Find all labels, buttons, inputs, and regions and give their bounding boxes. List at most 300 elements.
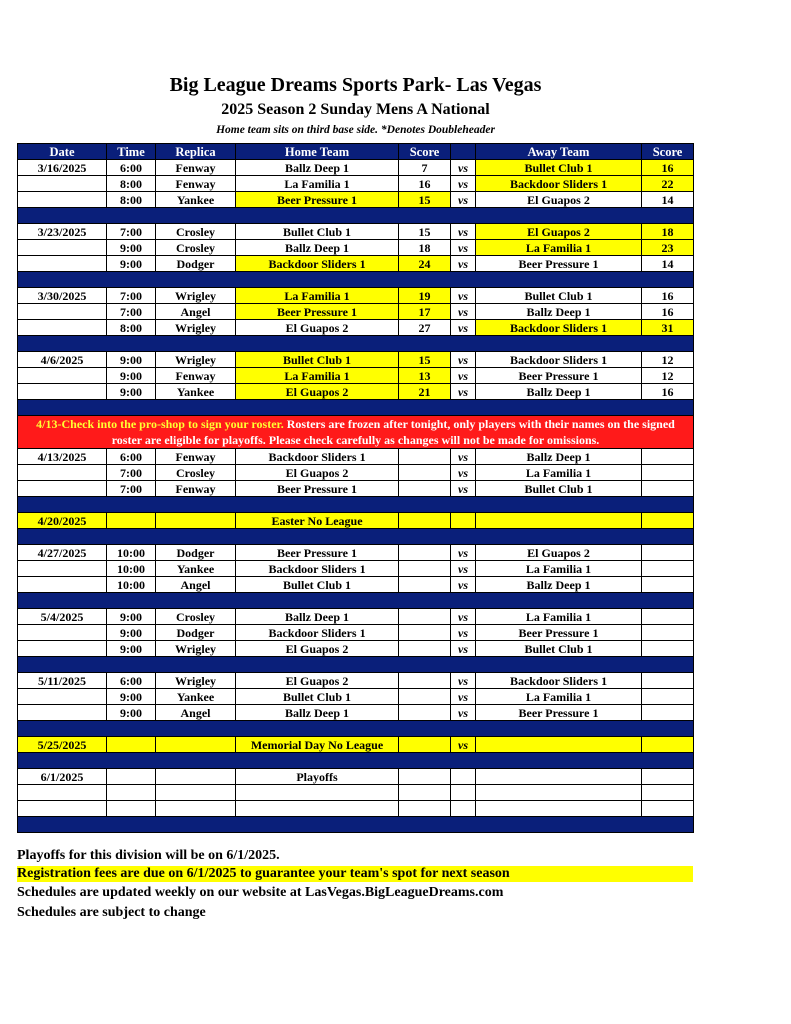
vs-cell: vs bbox=[451, 304, 476, 320]
game-row bbox=[18, 577, 694, 593]
replica-field-cell: Yankee bbox=[156, 384, 236, 400]
time-cell: 8:00 bbox=[107, 192, 156, 208]
home-score-cell bbox=[399, 769, 451, 785]
away-score-cell: 16 bbox=[642, 384, 694, 400]
date-cell: 4/13/2025 bbox=[18, 449, 107, 465]
date-cell: 4/27/2025 bbox=[18, 545, 107, 561]
replica-field-cell: Wrigley bbox=[156, 320, 236, 336]
header-replica: Replica bbox=[156, 144, 236, 160]
replica-field-cell: Fenway bbox=[156, 481, 236, 497]
game-row bbox=[18, 256, 694, 272]
replica-cell bbox=[156, 737, 236, 753]
home-score-cell bbox=[399, 465, 451, 481]
game-row bbox=[18, 561, 694, 577]
vs-cell: vs bbox=[451, 288, 476, 304]
vs-cell: vs bbox=[451, 481, 476, 497]
vs-cell bbox=[451, 513, 476, 529]
game-row bbox=[18, 160, 694, 176]
separator-row bbox=[18, 753, 694, 769]
header-time: Time bbox=[107, 144, 156, 160]
date-cell bbox=[18, 240, 107, 256]
game-row bbox=[18, 368, 694, 384]
away-team-cell: Ballz Deep 1 bbox=[476, 577, 642, 593]
header-home-team: Home Team bbox=[236, 144, 399, 160]
time-cell bbox=[107, 801, 156, 817]
away-team-cell bbox=[476, 785, 642, 801]
vs-cell bbox=[451, 769, 476, 785]
vs-cell: vs bbox=[451, 224, 476, 240]
replica-field-cell: Fenway bbox=[156, 368, 236, 384]
roster-notice bbox=[18, 416, 694, 449]
game-row bbox=[18, 801, 694, 817]
home-score-cell bbox=[399, 513, 451, 529]
home-score-cell: 17 bbox=[399, 304, 451, 320]
replica-field-cell: Dodger bbox=[156, 256, 236, 272]
home-team-cell: Backdoor Sliders 1 bbox=[236, 561, 399, 577]
home-team-cell: Beer Pressure 1 bbox=[236, 481, 399, 497]
home-score-cell bbox=[399, 481, 451, 497]
away-score-cell bbox=[642, 561, 694, 577]
home-score-cell: 27 bbox=[399, 320, 451, 336]
time-cell: 6:00 bbox=[107, 160, 156, 176]
date-cell bbox=[18, 705, 107, 721]
home-score-cell: 15 bbox=[399, 224, 451, 240]
date-cell: 4/20/2025 bbox=[18, 513, 107, 529]
replica-field-cell: Wrigley bbox=[156, 641, 236, 657]
away-team-cell: La Familia 1 bbox=[476, 561, 642, 577]
home-team-cell: Ballz Deep 1 bbox=[236, 705, 399, 721]
game-row bbox=[18, 240, 694, 256]
away-score-cell bbox=[642, 577, 694, 593]
vs-cell: vs bbox=[451, 737, 476, 753]
replica-field-cell: Crosley bbox=[156, 224, 236, 240]
away-team-cell: Ballz Deep 1 bbox=[476, 384, 642, 400]
away-team-cell: La Familia 1 bbox=[476, 689, 642, 705]
away-team-cell: Backdoor Sliders 1 bbox=[476, 320, 642, 336]
separator-row bbox=[18, 208, 694, 224]
vs-cell: vs bbox=[451, 449, 476, 465]
away-score-cell bbox=[642, 481, 694, 497]
home-team-cell: El Guapos 2 bbox=[236, 384, 399, 400]
no-league-row bbox=[18, 513, 694, 529]
away-team-cell: Bullet Club 1 bbox=[476, 641, 642, 657]
separator-row bbox=[18, 817, 694, 833]
game-row bbox=[18, 545, 694, 561]
game-row bbox=[18, 224, 694, 240]
away-score-cell bbox=[642, 641, 694, 657]
game-row bbox=[18, 384, 694, 400]
separator-row bbox=[18, 400, 694, 416]
time-cell: 7:00 bbox=[107, 304, 156, 320]
date-cell bbox=[18, 256, 107, 272]
away-team-cell bbox=[476, 801, 642, 817]
replica-field-cell: Yankee bbox=[156, 192, 236, 208]
away-team-cell: El Guapos 2 bbox=[476, 192, 642, 208]
home-team-cell: La Familia 1 bbox=[236, 176, 399, 192]
game-row bbox=[18, 481, 694, 497]
time-cell bbox=[107, 737, 156, 753]
date-cell: 3/16/2025 bbox=[18, 160, 107, 176]
replica-field-cell: Crosley bbox=[156, 240, 236, 256]
date-cell bbox=[18, 801, 107, 817]
home-team-cell: Backdoor Sliders 1 bbox=[236, 256, 399, 272]
replica-field-cell bbox=[156, 769, 236, 785]
home-score-cell: 15 bbox=[399, 192, 451, 208]
game-row bbox=[18, 785, 694, 801]
home-team-cell: El Guapos 2 bbox=[236, 465, 399, 481]
date-cell: 4/6/2025 bbox=[18, 352, 107, 368]
away-team-cell: Backdoor Sliders 1 bbox=[476, 176, 642, 192]
separator-row bbox=[18, 272, 694, 288]
date-cell bbox=[18, 577, 107, 593]
date-cell bbox=[18, 176, 107, 192]
away-team-cell bbox=[476, 513, 642, 529]
vs-cell: vs bbox=[451, 577, 476, 593]
time-cell: 6:00 bbox=[107, 673, 156, 689]
time-cell: 9:00 bbox=[107, 689, 156, 705]
away-score-cell bbox=[642, 465, 694, 481]
vs-cell: vs bbox=[451, 240, 476, 256]
away-score-cell bbox=[642, 625, 694, 641]
home-score-cell: 24 bbox=[399, 256, 451, 272]
away-team-cell: El Guapos 2 bbox=[476, 545, 642, 561]
away-team-cell bbox=[476, 769, 642, 785]
home-score-cell: 21 bbox=[399, 384, 451, 400]
home-team-cell: La Familia 1 bbox=[236, 288, 399, 304]
away-score-cell bbox=[642, 673, 694, 689]
footer-subject-line: Schedules are subject to change bbox=[17, 905, 206, 920]
home-score-cell: 13 bbox=[399, 368, 451, 384]
replica-field-cell: Wrigley bbox=[156, 673, 236, 689]
date-cell bbox=[18, 368, 107, 384]
time-cell: 9:00 bbox=[107, 641, 156, 657]
game-row bbox=[18, 625, 694, 641]
home-score-cell bbox=[399, 801, 451, 817]
home-team-cell: El Guapos 2 bbox=[236, 641, 399, 657]
home-team-cell: Bullet Club 1 bbox=[236, 689, 399, 705]
vs-cell: vs bbox=[451, 705, 476, 721]
away-team-cell: Ballz Deep 1 bbox=[476, 304, 642, 320]
away-team-cell: Ballz Deep 1 bbox=[476, 449, 642, 465]
date-cell: 6/1/2025 bbox=[18, 769, 107, 785]
home-team-cell: Ballz Deep 1 bbox=[236, 160, 399, 176]
schedule-table bbox=[17, 143, 694, 833]
replica-field-cell: Dodger bbox=[156, 625, 236, 641]
date-cell bbox=[18, 785, 107, 801]
separator-cell bbox=[18, 753, 694, 769]
vs-cell bbox=[451, 785, 476, 801]
vs-cell: vs bbox=[451, 545, 476, 561]
home-team-cell: Backdoor Sliders 1 bbox=[236, 625, 399, 641]
notice-highlight-text: Check into the pro-shop to sign your roster. bbox=[61, 417, 284, 431]
away-score-cell: 31 bbox=[642, 320, 694, 336]
separator-cell bbox=[18, 400, 694, 416]
away-team-cell: Bullet Club 1 bbox=[476, 288, 642, 304]
home-team-note: Home team sits on third base side. *Denotes Doubleheader bbox=[216, 124, 495, 136]
notice-body-text: Rosters are frozen after tonight, only players with their names on the signed roster are eligible for playoffs. Please check carefully as changes will not be made for omissions. bbox=[111, 417, 675, 447]
vs-cell: vs bbox=[451, 256, 476, 272]
away-score-cell: 14 bbox=[642, 256, 694, 272]
date-cell bbox=[18, 465, 107, 481]
separator-cell bbox=[18, 336, 694, 352]
game-row bbox=[18, 609, 694, 625]
replica-field-cell: Angel bbox=[156, 705, 236, 721]
separator-cell bbox=[18, 721, 694, 737]
home-score-cell bbox=[399, 737, 451, 753]
home-team-cell: El Guapos 2 bbox=[236, 320, 399, 336]
game-row bbox=[18, 320, 694, 336]
vs-cell: vs bbox=[451, 609, 476, 625]
home-score-cell bbox=[399, 449, 451, 465]
header-away-score: Score bbox=[642, 144, 694, 160]
replica-field-cell: Yankee bbox=[156, 689, 236, 705]
time-cell: 9:00 bbox=[107, 256, 156, 272]
away-score-cell: 12 bbox=[642, 352, 694, 368]
vs-cell: vs bbox=[451, 561, 476, 577]
away-score-cell: 23 bbox=[642, 240, 694, 256]
away-score-cell bbox=[642, 801, 694, 817]
vs-cell: vs bbox=[451, 192, 476, 208]
away-team-cell: El Guapos 2 bbox=[476, 224, 642, 240]
time-cell: 7:00 bbox=[107, 224, 156, 240]
home-team-cell: Beer Pressure 1 bbox=[236, 192, 399, 208]
time-cell bbox=[107, 513, 156, 529]
home-team-cell: El Guapos 2 bbox=[236, 673, 399, 689]
away-team-cell: Bullet Club 1 bbox=[476, 481, 642, 497]
date-cell bbox=[18, 625, 107, 641]
game-row bbox=[18, 449, 694, 465]
game-row bbox=[18, 176, 694, 192]
separator-cell bbox=[18, 529, 694, 545]
home-team-cell: Beer Pressure 1 bbox=[236, 545, 399, 561]
date-cell bbox=[18, 192, 107, 208]
time-cell: 10:00 bbox=[107, 577, 156, 593]
home-score-cell bbox=[399, 785, 451, 801]
replica-field-cell bbox=[156, 785, 236, 801]
home-team-cell: Ballz Deep 1 bbox=[236, 240, 399, 256]
away-team-cell: La Familia 1 bbox=[476, 465, 642, 481]
away-team-cell bbox=[476, 737, 642, 753]
home-score-cell bbox=[399, 577, 451, 593]
separator-row bbox=[18, 593, 694, 609]
header-away-team: Away Team bbox=[476, 144, 642, 160]
vs-cell bbox=[451, 801, 476, 817]
away-team-cell: Backdoor Sliders 1 bbox=[476, 673, 642, 689]
date-cell bbox=[18, 481, 107, 497]
time-cell: 6:00 bbox=[107, 449, 156, 465]
away-score-cell: 18 bbox=[642, 224, 694, 240]
page-subtitle: 2025 Season 2 Sunday Mens A National bbox=[221, 101, 490, 118]
home-team-cell: Bullet Club 1 bbox=[236, 577, 399, 593]
no-league-label: Memorial Day No League bbox=[236, 737, 399, 753]
separator-row bbox=[18, 497, 694, 513]
date-cell bbox=[18, 561, 107, 577]
separator-row bbox=[18, 721, 694, 737]
replica-field-cell: Crosley bbox=[156, 609, 236, 625]
page-title: Big League Dreams Sports Park- Las Vegas bbox=[169, 74, 542, 96]
replica-field-cell: Yankee bbox=[156, 561, 236, 577]
away-score-cell: 16 bbox=[642, 288, 694, 304]
vs-cell: vs bbox=[451, 641, 476, 657]
game-row bbox=[18, 689, 694, 705]
time-cell: 10:00 bbox=[107, 545, 156, 561]
date-cell bbox=[18, 304, 107, 320]
replica-field-cell: Fenway bbox=[156, 449, 236, 465]
home-team-cell: Bullet Club 1 bbox=[236, 352, 399, 368]
home-team-cell: Beer Pressure 1 bbox=[236, 304, 399, 320]
game-row bbox=[18, 288, 694, 304]
date-cell bbox=[18, 320, 107, 336]
time-cell bbox=[107, 785, 156, 801]
home-score-cell: 15 bbox=[399, 352, 451, 368]
vs-cell: vs bbox=[451, 368, 476, 384]
header-date: Date bbox=[18, 144, 107, 160]
vs-cell: vs bbox=[451, 160, 476, 176]
away-score-cell: 12 bbox=[642, 368, 694, 384]
separator-cell bbox=[18, 657, 694, 673]
header-vs bbox=[451, 144, 476, 160]
home-score-cell: 7 bbox=[399, 160, 451, 176]
date-cell: 3/23/2025 bbox=[18, 224, 107, 240]
time-cell: 9:00 bbox=[107, 368, 156, 384]
away-team-cell: Beer Pressure 1 bbox=[476, 705, 642, 721]
separator-cell bbox=[18, 272, 694, 288]
time-cell: 7:00 bbox=[107, 288, 156, 304]
home-score-cell bbox=[399, 561, 451, 577]
away-team-cell: Beer Pressure 1 bbox=[476, 625, 642, 641]
footer-playoffs-line: Playoffs for this division will be on 6/1/2025. bbox=[17, 848, 280, 863]
game-row bbox=[18, 465, 694, 481]
vs-cell: vs bbox=[451, 673, 476, 689]
date-cell bbox=[18, 384, 107, 400]
time-cell: 9:00 bbox=[107, 384, 156, 400]
home-score-cell: 16 bbox=[399, 176, 451, 192]
time-cell: 9:00 bbox=[107, 609, 156, 625]
game-row bbox=[18, 192, 694, 208]
game-row bbox=[18, 304, 694, 320]
replica-field-cell: Angel bbox=[156, 577, 236, 593]
time-cell: 8:00 bbox=[107, 176, 156, 192]
separator-cell bbox=[18, 817, 694, 833]
separator-cell bbox=[18, 208, 694, 224]
time-cell: 9:00 bbox=[107, 240, 156, 256]
time-cell: 7:00 bbox=[107, 465, 156, 481]
away-team-cell: Beer Pressure 1 bbox=[476, 368, 642, 384]
date-cell: 3/30/2025 bbox=[18, 288, 107, 304]
vs-cell: vs bbox=[451, 320, 476, 336]
time-cell: 9:00 bbox=[107, 705, 156, 721]
time-cell: 9:00 bbox=[107, 625, 156, 641]
vs-cell: vs bbox=[451, 176, 476, 192]
game-row bbox=[18, 641, 694, 657]
time-cell: 9:00 bbox=[107, 352, 156, 368]
home-score-cell: 18 bbox=[399, 240, 451, 256]
away-score-cell bbox=[642, 449, 694, 465]
vs-cell: vs bbox=[451, 465, 476, 481]
home-score-cell bbox=[399, 641, 451, 657]
home-score-cell bbox=[399, 705, 451, 721]
time-cell: 8:00 bbox=[107, 320, 156, 336]
away-team-cell: La Familia 1 bbox=[476, 240, 642, 256]
away-team-cell: Backdoor Sliders 1 bbox=[476, 352, 642, 368]
date-cell bbox=[18, 641, 107, 657]
vs-cell: vs bbox=[451, 689, 476, 705]
away-score-cell bbox=[642, 689, 694, 705]
replica-field-cell bbox=[156, 801, 236, 817]
footer-website-line: Schedules are updated weekly on our website at LasVegas.BigLeagueDreams.com bbox=[17, 885, 504, 900]
no-league-row bbox=[18, 737, 694, 753]
home-score-cell: 19 bbox=[399, 288, 451, 304]
home-score-cell bbox=[399, 609, 451, 625]
date-cell: 5/4/2025 bbox=[18, 609, 107, 625]
home-team-cell: Playoffs bbox=[236, 769, 399, 785]
away-team-cell: Bullet Club 1 bbox=[476, 160, 642, 176]
replica-field-cell: Wrigley bbox=[156, 352, 236, 368]
schedule-body bbox=[18, 160, 694, 833]
away-score-cell bbox=[642, 513, 694, 529]
away-score-cell bbox=[642, 705, 694, 721]
home-team-cell: Bullet Club 1 bbox=[236, 224, 399, 240]
footer-registration-line: Registration fees are due on 6/1/2025 to guarantee your team's spot for next season bbox=[17, 866, 693, 882]
game-row bbox=[18, 673, 694, 689]
away-score-cell: 14 bbox=[642, 192, 694, 208]
replica-field-cell: Fenway bbox=[156, 160, 236, 176]
notice-date-prefix: 4/13- bbox=[36, 417, 62, 431]
home-score-cell bbox=[399, 689, 451, 705]
home-score-cell bbox=[399, 625, 451, 641]
game-row bbox=[18, 769, 694, 785]
separator-row bbox=[18, 336, 694, 352]
replica-field-cell: Crosley bbox=[156, 465, 236, 481]
time-cell: 10:00 bbox=[107, 561, 156, 577]
home-team-cell: Ballz Deep 1 bbox=[236, 609, 399, 625]
home-team-cell: Backdoor Sliders 1 bbox=[236, 449, 399, 465]
no-league-label: Easter No League bbox=[236, 513, 399, 529]
vs-cell: vs bbox=[451, 625, 476, 641]
vs-cell: vs bbox=[451, 352, 476, 368]
date-cell: 5/25/2025 bbox=[18, 737, 107, 753]
away-score-cell bbox=[642, 769, 694, 785]
away-team-cell: Beer Pressure 1 bbox=[476, 256, 642, 272]
replica-field-cell: Angel bbox=[156, 304, 236, 320]
home-team-cell: La Familia 1 bbox=[236, 368, 399, 384]
away-score-cell bbox=[642, 609, 694, 625]
time-cell: 7:00 bbox=[107, 481, 156, 497]
away-score-cell: 22 bbox=[642, 176, 694, 192]
date-cell: 5/11/2025 bbox=[18, 673, 107, 689]
game-row bbox=[18, 705, 694, 721]
date-cell bbox=[18, 689, 107, 705]
home-score-cell bbox=[399, 673, 451, 689]
replica-field-cell: Fenway bbox=[156, 176, 236, 192]
vs-cell: vs bbox=[451, 384, 476, 400]
roster-notice-row bbox=[18, 416, 694, 449]
separator-row bbox=[18, 529, 694, 545]
away-score-cell bbox=[642, 737, 694, 753]
home-score-cell bbox=[399, 545, 451, 561]
away-score-cell: 16 bbox=[642, 160, 694, 176]
away-score-cell bbox=[642, 545, 694, 561]
replica-cell bbox=[156, 513, 236, 529]
separator-row bbox=[18, 657, 694, 673]
separator-cell bbox=[18, 593, 694, 609]
time-cell bbox=[107, 769, 156, 785]
header-home-score: Score bbox=[399, 144, 451, 160]
away-team-cell: La Familia 1 bbox=[476, 609, 642, 625]
separator-cell bbox=[18, 497, 694, 513]
replica-field-cell: Dodger bbox=[156, 545, 236, 561]
replica-field-cell: Wrigley bbox=[156, 288, 236, 304]
